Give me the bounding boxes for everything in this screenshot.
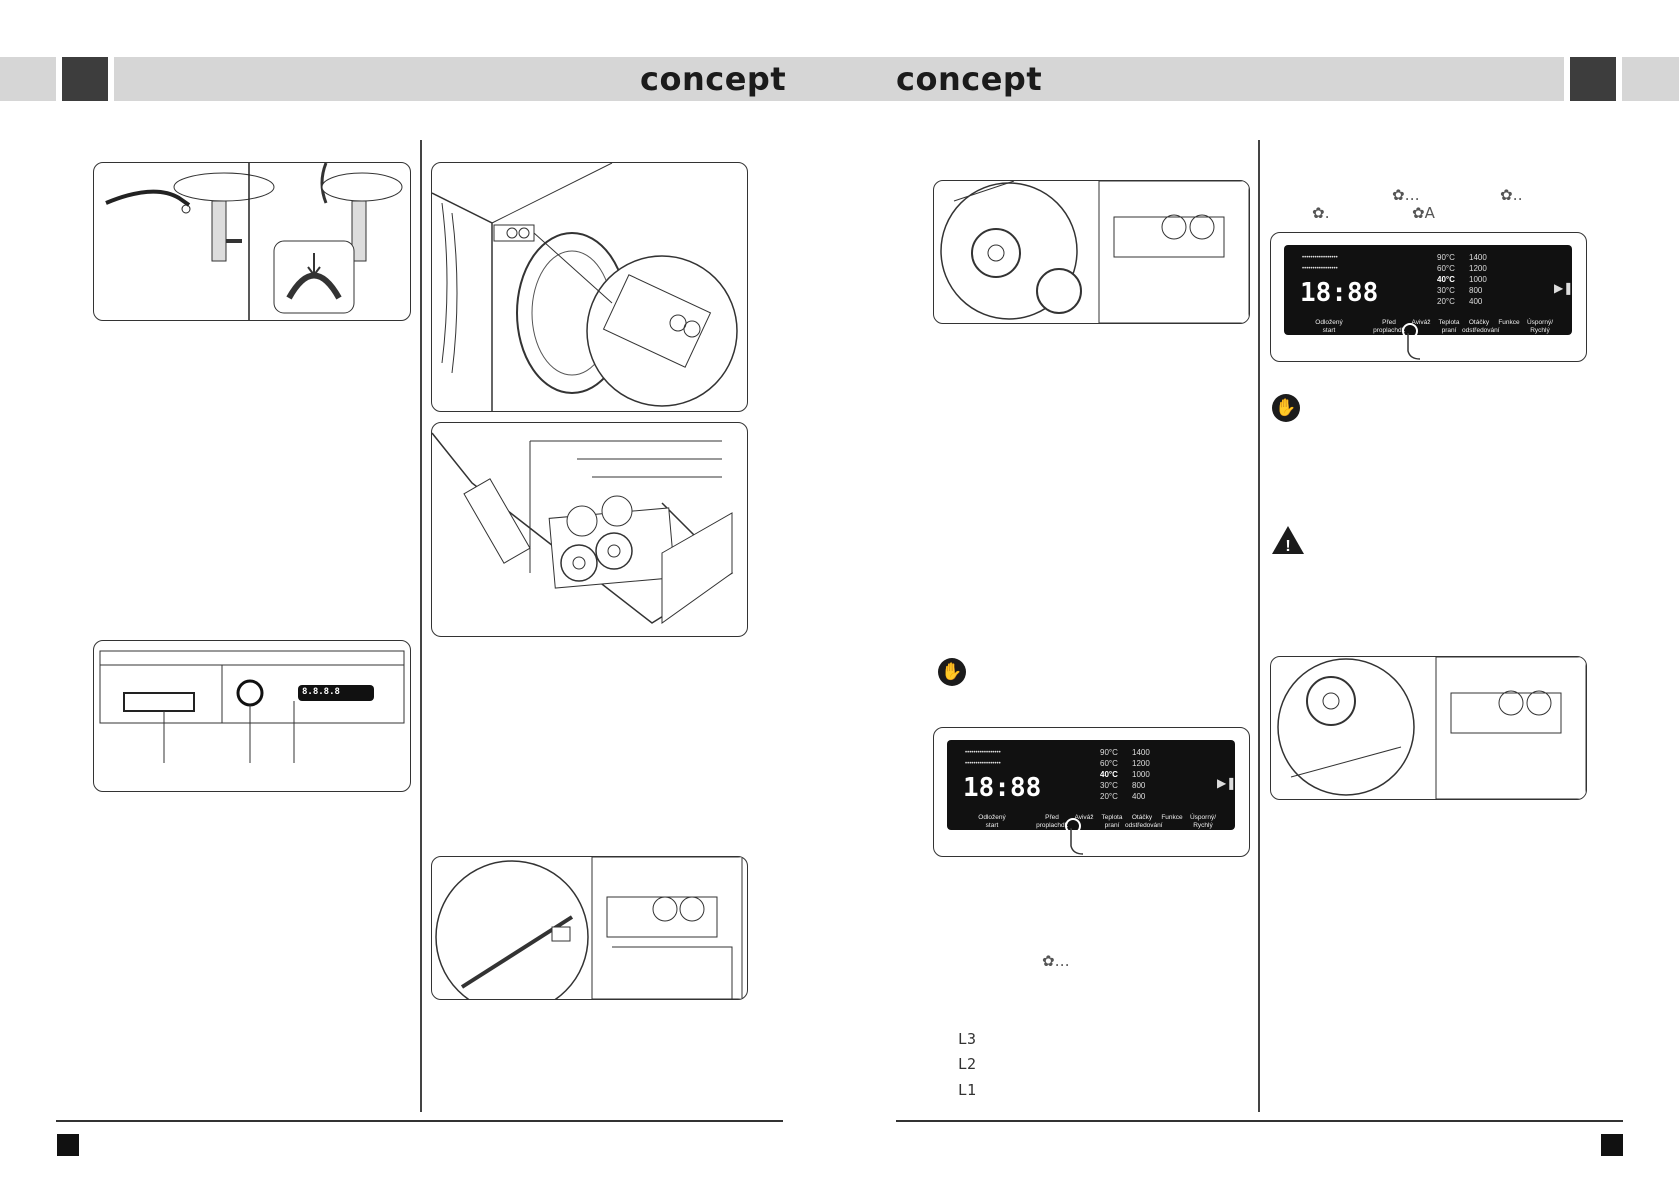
brand-logo-right: concept <box>896 60 1043 98</box>
drawer-compartment-illustration <box>933 180 1250 324</box>
spin-value: 800 <box>1132 781 1146 790</box>
label-prewash: Před proplachdk <box>1373 319 1405 334</box>
time-readout: 18:88 <box>1300 278 1379 308</box>
warning-triangle-icon <box>1270 524 1306 556</box>
spin-value: 1200 <box>1132 759 1150 768</box>
spin-value: 1000 <box>1469 275 1487 284</box>
label-function: Funkce <box>1498 319 1520 326</box>
spin-value: 400 <box>1469 297 1483 306</box>
temp-list <box>1437 252 1455 307</box>
column-divider-1 <box>420 140 422 1112</box>
drawer-compartment-illustration-2 <box>1270 656 1587 800</box>
brand-logo-left: concept <box>640 60 787 98</box>
level-code: L3 <box>958 1030 977 1048</box>
label-spin: Otáčky odstředování <box>1125 814 1163 829</box>
hand-stop-icon: ✋ <box>938 658 966 686</box>
temp-value: 40°C <box>1437 275 1455 284</box>
temp-value: 90°C <box>1437 253 1455 262</box>
spin-value: 800 <box>1469 286 1483 295</box>
time-readout: 18:88 <box>963 773 1042 803</box>
label-eco-quick: Úsporný/ Rychlý <box>1526 319 1553 334</box>
machine-with-drawer-drawing <box>432 163 747 411</box>
spin-value: 400 <box>1132 792 1146 801</box>
detergent-drawer-detail-illustration <box>431 422 748 637</box>
drawer-detail-drawing <box>432 423 747 636</box>
drain-hose-illustration <box>93 162 411 321</box>
temp-value: 60°C <box>1437 264 1455 273</box>
header-bar-right-edge <box>1622 57 1679 101</box>
label-spin: Otáčky odstředování <box>1462 319 1500 334</box>
temp-value: 20°C <box>1437 297 1455 306</box>
spin-list <box>1469 252 1487 307</box>
temp-value: 20°C <box>1100 792 1118 801</box>
machine-front-drawing <box>94 641 410 791</box>
mini-display-digits: 8.8.8.8 <box>302 687 340 697</box>
detergent-drops-icon: ✿․․ <box>1500 186 1523 204</box>
temp-value: 30°C <box>1100 781 1118 790</box>
level-code: L1 <box>958 1081 977 1099</box>
temp-value: 40°C <box>1100 770 1118 779</box>
label-softener: Aviváž <box>1411 319 1431 326</box>
label-prewash: Před proplachdk <box>1036 814 1068 829</box>
control-panel-illustration-2 <box>1270 232 1587 362</box>
detergent-drops-icon: ✿․․․ <box>1042 952 1070 970</box>
spin-list <box>1132 747 1150 802</box>
spin-value: 1000 <box>1132 770 1150 779</box>
footer-rule-left <box>56 1120 783 1122</box>
detergent-auto-icon: ✿A <box>1412 204 1435 222</box>
spin-value: 1400 <box>1132 748 1150 757</box>
drawer-release-illustration <box>431 856 748 1000</box>
drawer-compartment-drawing-2 <box>1271 657 1586 799</box>
temp-list <box>1100 747 1118 802</box>
label-eco-quick: Úsporný/ Rychlý <box>1189 814 1216 829</box>
header-bar-left-edge <box>0 57 56 101</box>
finger-press-icon <box>1396 321 1430 361</box>
progress-dots: ••••••••••••••••• ••••••••••••••••• <box>1302 255 1338 272</box>
control-panel-illustration-1 <box>933 727 1250 857</box>
machine-front-panel-illustration <box>93 640 411 792</box>
detergent-drawer-open-illustration <box>431 162 748 412</box>
drain-hose-drawing <box>94 163 410 320</box>
header-dark-block-left <box>62 57 108 101</box>
play-pause-icon: ▶❚ <box>1554 281 1574 295</box>
label-delayed-start: Odložený start <box>1315 319 1343 334</box>
svg-text:!: ! <box>1285 538 1291 555</box>
label-temperature: Teplota praní <box>1438 319 1460 334</box>
footer-rule-right <box>896 1120 1623 1122</box>
label-temperature: Teplota praní <box>1101 814 1123 829</box>
label-delayed-start: Odložený start <box>978 814 1006 829</box>
temp-value: 30°C <box>1437 286 1455 295</box>
hand-stop-icon: ✋ <box>1272 394 1300 422</box>
temp-value: 60°C <box>1100 759 1118 768</box>
finger-press-icon <box>1059 816 1093 856</box>
detergent-drops-icon: ✿․․․ <box>1392 186 1420 204</box>
spin-value: 1200 <box>1469 264 1487 273</box>
drawer-compartment-drawing <box>934 181 1249 323</box>
label-function: Funkce <box>1161 814 1183 821</box>
drawer-release-drawing <box>432 857 747 999</box>
detergent-drop-single-icon: ✿․ <box>1312 204 1330 222</box>
spin-value: 1400 <box>1469 253 1487 262</box>
header-bar <box>114 57 1564 101</box>
label-softener: Aviváž <box>1074 814 1094 821</box>
temp-value: 90°C <box>1100 748 1118 757</box>
header-dark-block-right <box>1570 57 1616 101</box>
page-number-marker-left <box>57 1134 79 1156</box>
column-divider-2 <box>1258 140 1260 1112</box>
page-number-marker-right <box>1601 1134 1623 1156</box>
progress-dots: ••••••••••••••••• ••••••••••••••••• <box>965 750 1001 767</box>
mini-display <box>298 685 374 701</box>
level-code: L2 <box>958 1055 977 1073</box>
play-pause-icon: ▶❚ <box>1217 776 1237 790</box>
